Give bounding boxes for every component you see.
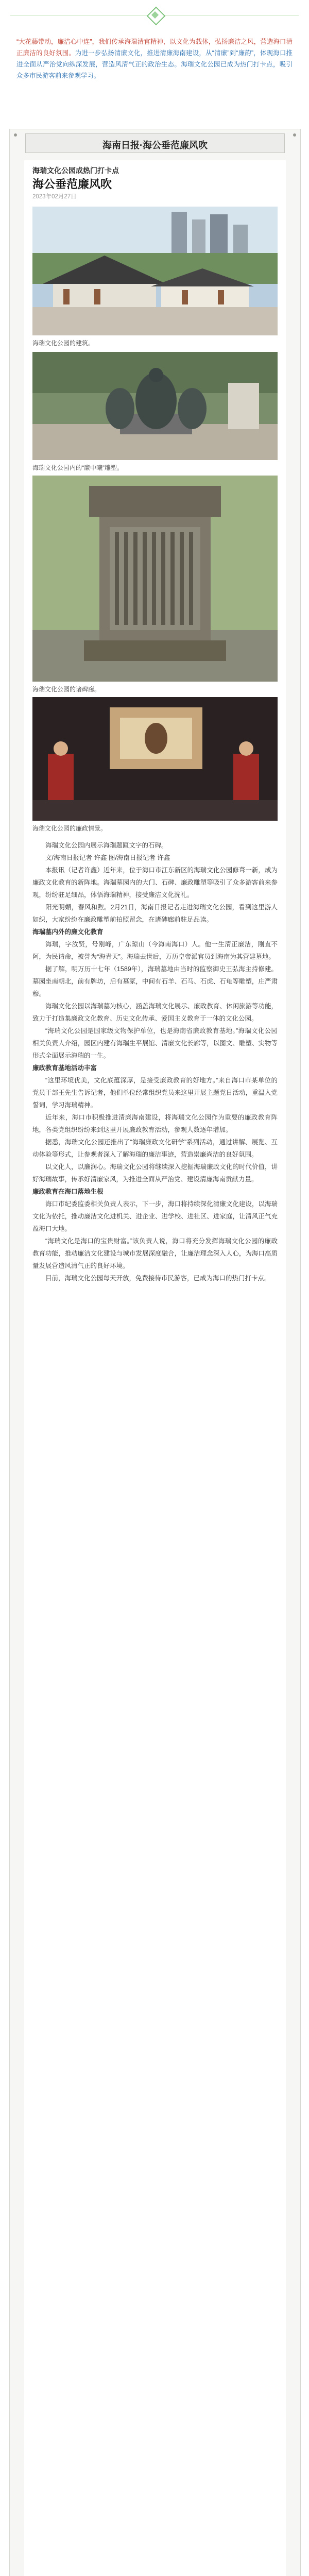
article-paper	[24, 160, 286, 2576]
section-heading: 廉政教育在海口落地生根	[32, 1188, 104, 1195]
paragraph: “海瑞文化公园是国家级文物保护单位，也是海南省廉政教育基地。”海瑞文化公园相关负责人介绍，园区内建有海瑞生平展馆、清廉文化长廊等，以图文、雕塑、实物等形式全面展示海瑞的一生。	[32, 1027, 278, 1059]
paragraph: 海瑞文化公园内展示海瑞题匾文字的石碑。	[45, 842, 168, 849]
article-headline: 海公垂范廉风吹	[32, 178, 112, 191]
photo-caption: 海瑞文化公园的诸碑廊。	[32, 686, 101, 693]
frame-title: 海南日报·海公垂范廉风吹	[102, 140, 208, 150]
intro-text-end: 海瑞文化公园已成为热门打卡点，吸引众多市民游客前来参观学习。	[16, 61, 293, 79]
photo-buildings	[32, 207, 278, 335]
section-heading: 海瑞墓内外的廉文化教育	[32, 928, 104, 936]
photo-exhibition	[32, 697, 278, 821]
newspaper-frame	[9, 129, 301, 2576]
photo-caption: 海瑞文化公园的建筑。	[32, 340, 95, 347]
photo-caption: 海瑞文化公园内的“廉中曦”雕塑。	[32, 464, 123, 471]
intro-text: 为进一步弘扬清廉文化，推进清廉海南建设，从“清廉”到“廉韵”，体现海口推进全面从严治党向纵深发展，营造风清气正的政治生态。	[16, 49, 293, 68]
paragraph: 阳光明媚，春风和煦。2月21日，海南日报记者走进海瑞文化公园，看到这里游人如织，大家纷纷在廉政雕塑前拍照留念，在诸碑廊前驻足品读。	[32, 904, 278, 923]
paragraph: 据了解，明万历十七年（1589年），海瑞墓地由当时的监察御史王弘海主持修建。墓园坐南朝北，前有牌坊，后有墓冢，中间有石羊、石马、石虎、石龟等雕塑，庄严肃穆。	[32, 965, 278, 997]
paragraph: 海口市纪委监委相关负责人表示，下一步，海口将持续深化清廉文化建设，以海瑞文化为依托，推动廉洁文化进机关、进企业、进学校、进社区、进家庭，让清风正气充盈海口大地。	[32, 1200, 278, 1232]
paragraph: 文/海南日报记者 许鑫 图/海南日报记者 许鑫	[45, 854, 170, 861]
top-decoration	[0, 0, 309, 30]
paragraph: 近年来，海口市积极推进清廉海南建设，将海瑞文化公园作为重要的廉政教育阵地，各类党组织纷纷来到这里开展廉政教育活动，参观人数逐年增加。	[32, 1114, 278, 1133]
photo-caption: 海瑞文化公园的廉政情景。	[32, 825, 107, 832]
paragraph: “这里环境优美，文化底蕴深厚，是接受廉政教育的好地方。”来自海口市某单位的党员干部王先生告诉记者，他们单位经常组织党员来这里开展主题党日活动，重温入党誓词，学习海瑞精神。	[32, 1077, 278, 1109]
frame-title-bar	[25, 133, 285, 153]
paragraph: 海瑞，字汝贤，号刚峰，广东琼山（今海南海口）人。他一生清正廉洁，刚直不阿，为民请命，被誉为“海青天”。海瑞去世后，万历皇帝派官员到海南为其营建墓地。	[32, 941, 278, 960]
photo-stele	[32, 476, 278, 682]
paragraph: 目前，海瑞文化公园每天开放，免费接待市民游客，已成为海口的热门打卡点。	[45, 1275, 271, 1282]
paragraph: “海瑞文化是海口的宝贵财富。”该负责人说，海口将充分发挥海瑞文化公园的廉政教育功能，推动廉洁文化建设与城市发展深度融合，让廉洁理念深入人心，为海口高质量发展营造风清气正的良好环境。	[32, 1238, 278, 1269]
photo-sculpture	[32, 352, 278, 460]
intro-highlight: “大花藤带动，廉洁心中连”，我们传承海瑞清官精神，以文化为载体，弘扬廉洁之风，营造海口清正廉洁的良好氛围。	[16, 38, 293, 57]
paragraph: 海瑞文化公园以海瑞墓为核心，涵盖海瑞文化展示、廉政教育、休闲旅游等功能，致力于打造集廉政文化教育、历史文化传承、爱国主义教育于一体的文化公园。	[32, 1003, 278, 1022]
paragraph: 以文化人，以廉润心。海瑞文化公园将继续深入挖掘海瑞廉政文化的时代价值，讲好海瑞故事，传承好清廉家风，为推进全面从严治党、建设清廉海南贡献力量。	[32, 1163, 278, 1183]
article-date: 2023年02月27日	[32, 194, 77, 200]
intro-paragraph	[16, 36, 293, 81]
paragraph: 本报讯（记者许鑫）近年来，位于海口市江东新区的海瑞文化公园修葺一新，成为廉政文化教育的新阵地。海瑞墓园内的大门、石碑、廉政雕塑等吸引了众多游客前来参观，纷纷驻足细品，体悟海瑞精神，接受廉洁文化洗礼。	[32, 867, 278, 899]
article-subtitle: 海瑞文化公园成热门打卡点	[32, 166, 119, 175]
paragraph: 据悉，海瑞文化公园还推出了“海瑞廉政文化研学”系列活动，通过讲解、展览、互动体验等形式，让参观者深入了解海瑞的廉洁事迹，营造崇廉尚洁的良好氛围。	[32, 1139, 278, 1158]
article-body	[32, 839, 278, 1284]
section-heading: 廉政教育基地活动丰富	[32, 1064, 97, 1072]
frame-bolt	[14, 133, 17, 137]
frame-bolt	[293, 133, 296, 137]
